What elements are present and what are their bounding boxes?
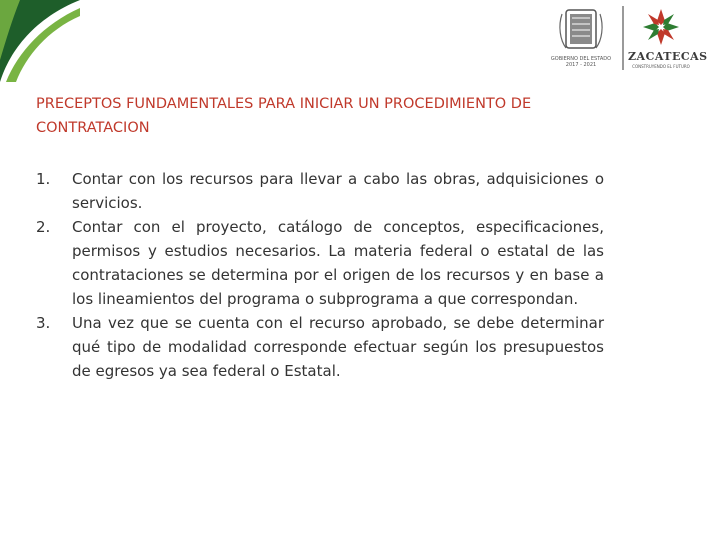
steps-list bbox=[36, 167, 604, 383]
seal-caption bbox=[548, 56, 614, 68]
star-burst-logo-icon bbox=[628, 6, 694, 48]
header-divider bbox=[622, 6, 624, 70]
page-title: PRECEPTOS FUNDAMENTALES PARA INICIAR UN PROCEDIMIENTO DE CONTRATACION bbox=[36, 96, 532, 136]
list-item bbox=[36, 167, 604, 215]
list-item bbox=[36, 215, 604, 311]
corner-swoosh-decoration bbox=[0, 0, 80, 82]
seal-icon bbox=[548, 6, 614, 54]
step-number: 3. bbox=[36, 314, 51, 332]
seal-caption-line1: GOBIERNO DEL ESTADO bbox=[550, 56, 612, 62]
government-seal bbox=[548, 6, 614, 74]
step-text: Contar con el proyecto, catálogo de conceptos, especificaciones, permisos y estudios necesarios. La materia federal o estatal de las contrataciones se determina por el origen de los recursos y en base a los lineamientos del programa o subprograma a que correspondan. bbox=[72, 218, 604, 308]
step-number: 1. bbox=[36, 170, 51, 188]
step-text: Contar con los recursos para llevar a cabo las obras, adquisiciones o servicios. bbox=[72, 170, 604, 212]
seal-caption-line2: 2017 - 2021 bbox=[565, 62, 597, 68]
step-text: Una vez que se cuenta con el recurso aprobado, se debe determinar qué tipo de modalidad corresponde efectuar según los presupuestos de egresos ya sea federal o Estatal. bbox=[72, 314, 604, 380]
list-item bbox=[36, 311, 604, 383]
brand-tagline: CONSTRUYENDO EL FUTURO bbox=[632, 64, 690, 69]
brand-name: ZACATECAS bbox=[628, 50, 708, 63]
zacatecas-logo bbox=[628, 6, 718, 74]
step-number: 2. bbox=[36, 218, 51, 236]
